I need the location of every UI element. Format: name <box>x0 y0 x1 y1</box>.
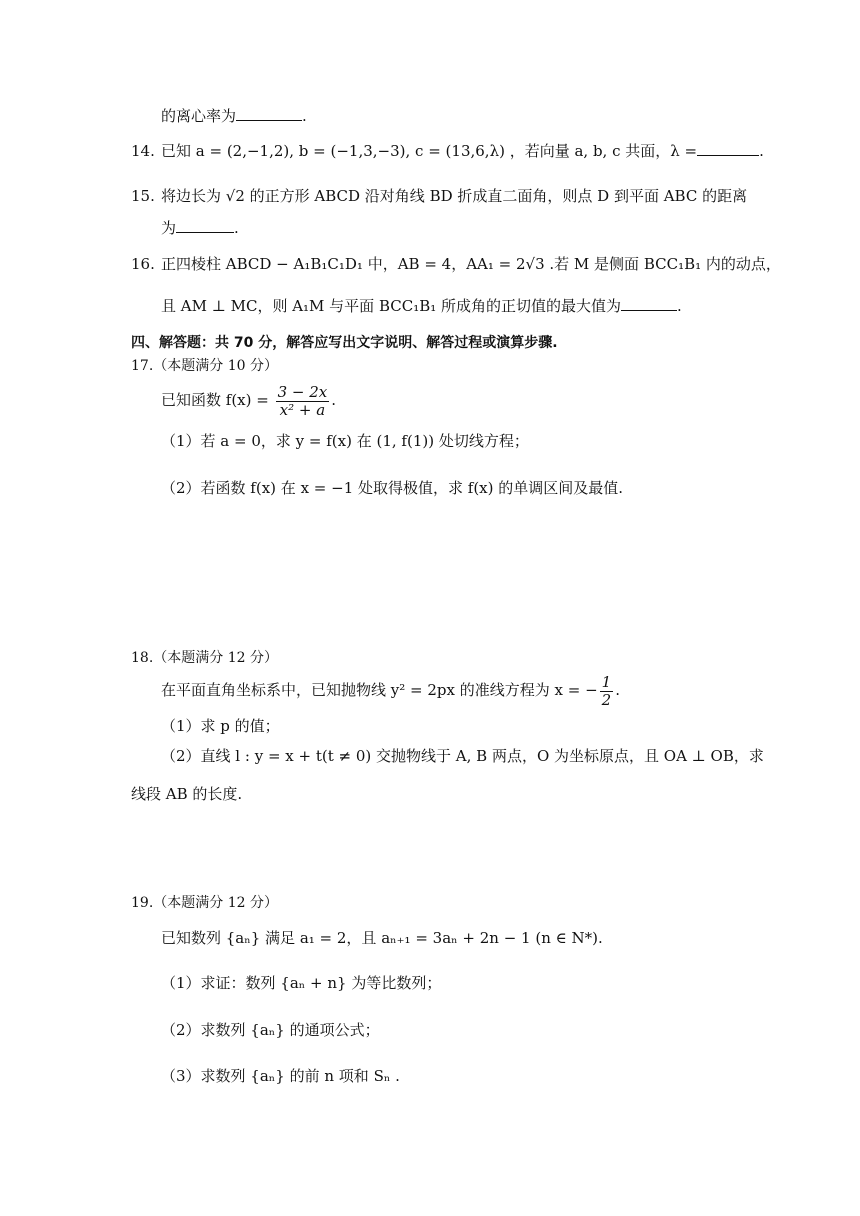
answer-blank[interactable] <box>236 106 302 121</box>
section-heading: 四、解答题：共 70 分，解答应写出文字说明、解答过程或演算步骤. <box>131 335 558 351</box>
q17-intro <box>161 380 336 420</box>
q18-part2: （2）直线 l : y = x + t(t ≠ 0) 交抛物线于 A, B 两点，O 为坐标原点，且 OA ⊥ OB，求 <box>161 747 764 765</box>
q18-parabola: 在平面直角坐标系中，已知抛物线 y² = 2px 的准线方程为 x = − <box>161 681 598 699</box>
period: . <box>615 681 620 699</box>
q14-statement: 已知 a = (2,−1,2), b = (−1,3,−3), c = (13,6,λ) ，若向量 a, b, c 共面，λ = <box>161 142 698 160</box>
q16-text: 正四棱柱 ABCD − A₁B₁C₁D₁ 中，AB = 4，AA₁ = 2√3 .若 M 是侧面 BCC₁B₁ 内的动点， <box>161 255 781 273</box>
q15-text: 将边长为 √2 的正方形 ABCD 沿对角线 BD 折成直二面角，则点 D 到平面 ABC 的距离 <box>161 187 748 205</box>
fraction-numerator: 1 <box>601 672 612 691</box>
q19-heading: 19.（本题满分 12 分） <box>131 895 278 911</box>
period: . <box>302 107 307 125</box>
answer-blank[interactable] <box>176 218 234 233</box>
q19-part3: （3）求数列 {aₙ} 的前 n 项和 Sₙ . <box>161 1067 400 1085</box>
q14-text <box>161 141 764 161</box>
q17-part1: （1）若 a = 0，求 y = f(x) 在 (1, f(1)) 处切线方程； <box>161 432 529 450</box>
period: . <box>331 391 337 409</box>
q18-part2-cont: 线段 AB 的长度. <box>131 785 243 803</box>
q15-number: 15. <box>131 187 155 205</box>
period: . <box>759 142 764 160</box>
q19-part2: （2）求数列 {aₙ} 的通项公式； <box>161 1021 380 1039</box>
q17-part2: （2）若函数 f(x) 在 x = −1 处取得极值，求 f(x) 的单调区间及最值. <box>161 479 624 497</box>
fraction-denominator: x² + a <box>279 400 326 419</box>
q19-part1: （1）求证：数列 {aₙ + n} 为等比数列； <box>161 974 442 992</box>
answer-blank[interactable] <box>697 141 759 156</box>
q16-statement: 且 AM ⊥ MC，则 A₁M 与平面 BCC₁B₁ 所成角的正切值的最大值为 <box>161 297 622 315</box>
q19-intro: 已知数列 {aₙ} 满足 a₁ = 2，且 aₙ₊₁ = 3aₙ + 2n − 1 (n ∈ N*). <box>161 929 603 947</box>
q16-text-cont <box>161 296 682 316</box>
q13-continuation <box>161 106 307 126</box>
q18-heading: 18.（本题满分 12 分） <box>131 650 278 666</box>
q13-text: 的离心率为 <box>161 107 237 125</box>
q16-number: 16. <box>131 255 155 273</box>
q18-intro <box>161 670 620 710</box>
period: . <box>677 297 682 315</box>
period: . <box>234 219 239 237</box>
q18-fraction <box>600 674 614 709</box>
answer-blank[interactable] <box>621 296 677 311</box>
q17-heading: 17.（本题满分 10 分） <box>131 358 278 374</box>
q18-part1: （1）求 p 的值； <box>161 717 280 735</box>
fraction-denominator: 2 <box>601 690 612 709</box>
q15-wei: 为 <box>161 219 177 237</box>
q14-number: 14. <box>131 142 155 160</box>
q15-text-cont <box>161 218 239 238</box>
fraction-numerator: 3 − 2x <box>277 382 328 401</box>
q17-fraction <box>276 384 330 419</box>
q17-function: 已知函数 f(x) = <box>161 391 269 409</box>
